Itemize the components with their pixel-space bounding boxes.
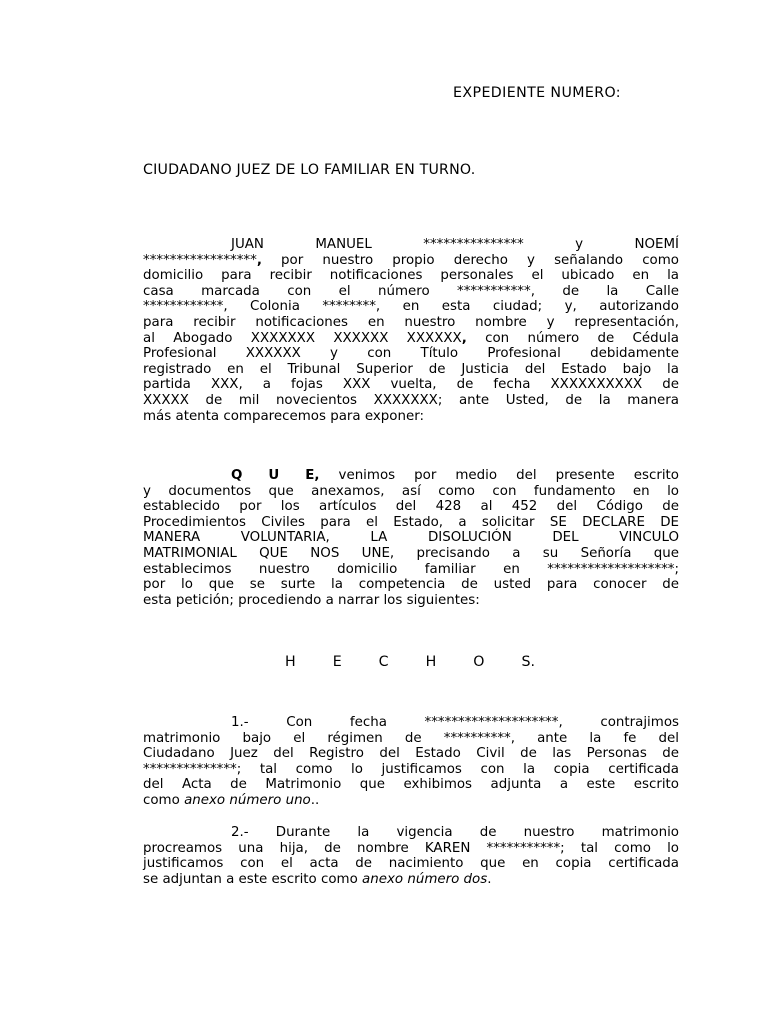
hechos-letter: E <box>332 654 342 670</box>
que-line-4: MANERA VOLUNTARIA, LA DISOLUCIÓN DEL VINCULO <box>143 530 679 546</box>
hecho-2-line-2: justificamos con el acta de nacimiento que en copia certificada <box>143 856 679 872</box>
hecho-1-line-3: **************; tal como lo justificamos con la copia certificada <box>143 761 679 777</box>
hecho-2-paragraph <box>143 825 679 887</box>
hecho-2-line-0 <box>143 825 679 841</box>
hecho-1-last-suffix: .. <box>310 792 320 808</box>
hecho-1-last-prefix: como <box>143 792 185 808</box>
intro-line-8: registrado en el Tribunal Superior de Justicia del Estado bajo la <box>143 361 679 377</box>
hechos-letter: C <box>378 654 389 670</box>
intro-names-text: JUAN MANUEL *************** y NOEMÍ <box>231 237 679 252</box>
intro-line-6-rest: con número de Cédula <box>466 330 679 346</box>
intro-line-0 <box>143 237 679 253</box>
intro-line-1 <box>143 253 679 269</box>
intro-line-9: partida XXX, a fojas XXX vuelta, de fecha XXXXXXXXXX de <box>143 377 679 393</box>
hecho-2-first-line: 2.- Durante la vigencia de nuestro matrimonio <box>231 825 679 840</box>
hechos-heading <box>285 654 535 670</box>
que-line-7: por lo que se surte la competencia de usted para conocer de <box>143 577 679 593</box>
hechos-letter: H <box>285 654 296 670</box>
hechos-letter: O <box>473 654 485 670</box>
hecho-1-line-4: del Acta de Matrimonio que exhibimos adjunta a este escrito <box>143 777 679 793</box>
intro-line-4: ************, Colonia ********, en esta ciudad; y, autorizando <box>143 299 679 315</box>
intro-line-6 <box>143 331 679 347</box>
intro-bold-comma: , <box>461 330 467 346</box>
que-line-5: MATRIMONIAL QUE NOS UNE, precisando a su Señoría que <box>143 545 679 561</box>
intro-line-7: Profesional XXXXXX y con Título Profesional debidamente <box>143 346 679 362</box>
hecho-2-last-suffix: . <box>487 871 492 887</box>
que-line-3: Procedimientos Civiles para el Estado, a solicitar SE DECLARE DE <box>143 514 679 530</box>
que-letter: U <box>268 468 280 483</box>
addressee-heading: CIUDADANO JUEZ DE LO FAMILIAR EN TURNO. <box>143 162 476 178</box>
hecho-2-last-prefix: se adjuntan a este escrito como <box>143 871 363 887</box>
intro-line-5: para recibir notificaciones en nuestro nombre y representación, <box>143 314 679 330</box>
que-paragraph <box>143 468 679 608</box>
intro-paragraph <box>143 237 679 424</box>
intro-line-11: más atenta comparecemos para exponer: <box>143 408 425 424</box>
intro-bold-comma: , <box>256 252 262 268</box>
hecho-2-anexo: anexo número dos <box>362 871 488 887</box>
que-line-1: y documentos que anexamos, así como con fundamento en lo <box>143 483 679 499</box>
hecho-1-paragraph <box>143 715 679 809</box>
hecho-1-line-2: Ciudadano Juez del Registro del Estado Civil de las Personas de <box>143 746 679 762</box>
que-letter: Q <box>231 468 243 483</box>
hechos-letter: S. <box>521 654 535 670</box>
intro-surname-text: ***************** <box>143 252 257 268</box>
que-line-8: esta petición; procediendo a narrar los siguientes: <box>143 592 480 608</box>
hecho-1-first-line: 1.- Con fecha ********************, contrajimos <box>231 715 679 730</box>
hecho-1-line-0 <box>143 715 679 731</box>
que-letter: E, <box>305 468 320 483</box>
intro-line-3: casa marcada con el número ***********, de la Calle <box>143 283 679 299</box>
que-line-2: establecido por los artículos del 428 al 452 del Código de <box>143 499 679 515</box>
hecho-2-line-1: procreamos una hija, de nombre KAREN ***********; tal como lo <box>143 840 679 856</box>
intro-abogado-text: al Abogado XXXXXXX XXXXXX XXXXXX <box>143 330 462 346</box>
intro-line-10: XXXXX de mil novecientos XXXXXXX; ante Usted, de la manera <box>143 392 679 408</box>
hecho-1-line-5 <box>143 793 679 809</box>
hecho-1-anexo: anexo número uno <box>184 792 311 808</box>
hecho-1-line-1: matrimonio bajo el régimen de **********, ante la fe del <box>143 730 679 746</box>
que-line-0 <box>143 468 679 484</box>
expediente-heading: EXPEDIENTE NUMERO: <box>453 85 621 101</box>
intro-line-2: domicilio para recibir notificaciones personales el ubicado en la <box>143 268 679 284</box>
hecho-2-line-3 <box>143 872 679 888</box>
intro-line-1-rest: por nuestro propio derecho y señalando como <box>261 252 679 268</box>
hechos-letter: H <box>425 654 437 670</box>
que-letters <box>231 468 320 484</box>
que-first-line-text: venimos por medio del presente escrito <box>338 468 679 483</box>
que-line-6: establecimos nuestro domicilio familiar en *******************; <box>143 561 679 577</box>
